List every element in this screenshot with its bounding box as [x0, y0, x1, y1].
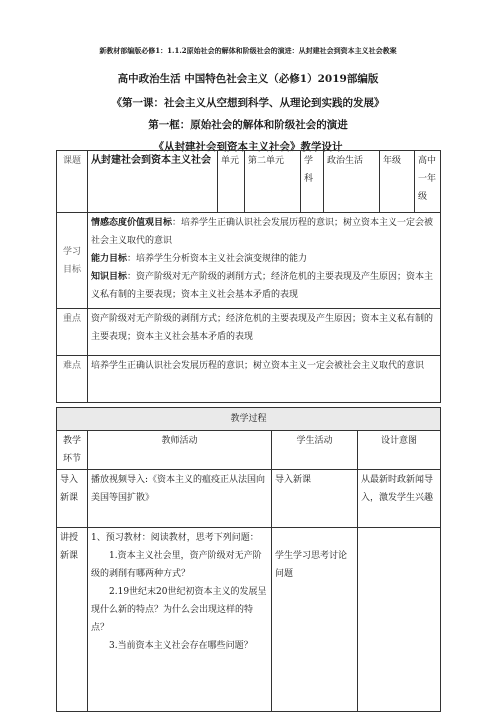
key-text: 资产阶级对无产阶级的剥削方式；经济危机的主要表现及产生原因；资本主义私有制的主要表现；资本主义社会基本矛盾的表现 — [88, 309, 441, 356]
goal-attitude-text: ：培养学生正确认识社会发展历程的意识；树立资本主义一定会被社会主义取代的意识 — [91, 218, 434, 246]
goals-label: 学习目标 — [57, 213, 88, 309]
top-note: 新教材部编版必修1：1.1.2原始社会的解体和阶级社会的演进：从封建社会到资本主义社会教案 — [99, 46, 397, 55]
lesson-title: 《第一课：社会主义从空想到科学、从理论到实践的发展》 — [111, 97, 385, 109]
lecture-line: 2.19世纪末20世纪初资本主义的发展呈现什么新的特点？为什么会出现这样的特点？ — [91, 587, 267, 633]
goal-knowledge — [91, 268, 437, 304]
difficulty-text: 培养学生正确认识社会发展历程的意识；树立资本主义一定会被社会主义取代的意识 — [88, 356, 441, 403]
goal-ability-text: ：培养学生分析资本主义社会演变规律的能力 — [127, 254, 308, 264]
frame-title: 第一框：原始社会的解体和阶级社会的演进 — [148, 119, 348, 131]
intro-stage: 导入新课 — [57, 470, 88, 528]
goals-content — [88, 213, 441, 309]
goal-knowledge-label: 知识目标 — [91, 272, 128, 282]
lecture-teacher — [88, 528, 272, 712]
grade-label: 年级 — [380, 151, 415, 213]
intro-student: 导入新课 — [272, 470, 358, 528]
lecture-line: 3.当前资本主义社会存在哪些问题？ — [109, 641, 253, 651]
lecture-student-text: 学生学习思考讨论问题 — [275, 551, 348, 579]
topic-label: 课题 — [57, 151, 88, 213]
grade-value: 高中一年级 — [415, 151, 441, 213]
topic-value: 从封建社会到资本主义社会 — [88, 151, 218, 213]
goal-knowledge-text: ：资产阶级对无产阶级的剥削方式；经济危机的主要表现及产生原因；资本主义私有制的主要表现；资本主义社会基本矛盾的表现 — [91, 272, 434, 300]
header-teacher: 教师活动 — [88, 431, 272, 470]
unit-value: 第二单元 — [245, 151, 301, 213]
unit-label: 单元 — [218, 151, 245, 213]
goal-ability-label: 能力目标 — [91, 254, 128, 264]
lecture-line: 1.资本主义社会里，资产阶级对无产阶级的剥削有哪两种方式？ — [91, 551, 262, 579]
intro-teacher: 播放视频导入:《资本主义的瘟疫正从法国向美国等国扩散》 — [88, 470, 272, 528]
goal-ability — [91, 250, 437, 268]
lecture-stage: 讲授新课 — [57, 528, 88, 712]
lecture-student — [272, 528, 358, 712]
difficulty-label: 难点 — [57, 356, 88, 403]
subject-label: 学科 — [301, 151, 324, 213]
subject-value: 政治生活 — [324, 151, 380, 213]
goal-attitude-label: 情感态度价值观目标 — [91, 218, 173, 228]
goal-attitude — [91, 214, 437, 250]
lecture-line: 1、预习教材：阅读教材，思考下列问题： — [91, 533, 259, 543]
process-title: 教学过程 — [57, 408, 441, 431]
lecture-intent — [358, 528, 441, 712]
header-stage: 教学环节 — [57, 431, 88, 470]
lesson-info-table — [56, 150, 441, 403]
header-intent: 设计意图 — [358, 431, 441, 470]
header-student: 学生活动 — [272, 431, 358, 470]
intro-intent: 从最新时政新闻导入，激发学生兴趣 — [358, 470, 441, 528]
subject-line: 高中政治生活 中国特色社会主义（必修1）2019部编版 — [117, 73, 379, 85]
design-title: 《从封建社会到资本主义社会》教学设计 — [153, 141, 343, 153]
process-table — [56, 407, 441, 712]
key-label: 重点 — [57, 309, 88, 356]
